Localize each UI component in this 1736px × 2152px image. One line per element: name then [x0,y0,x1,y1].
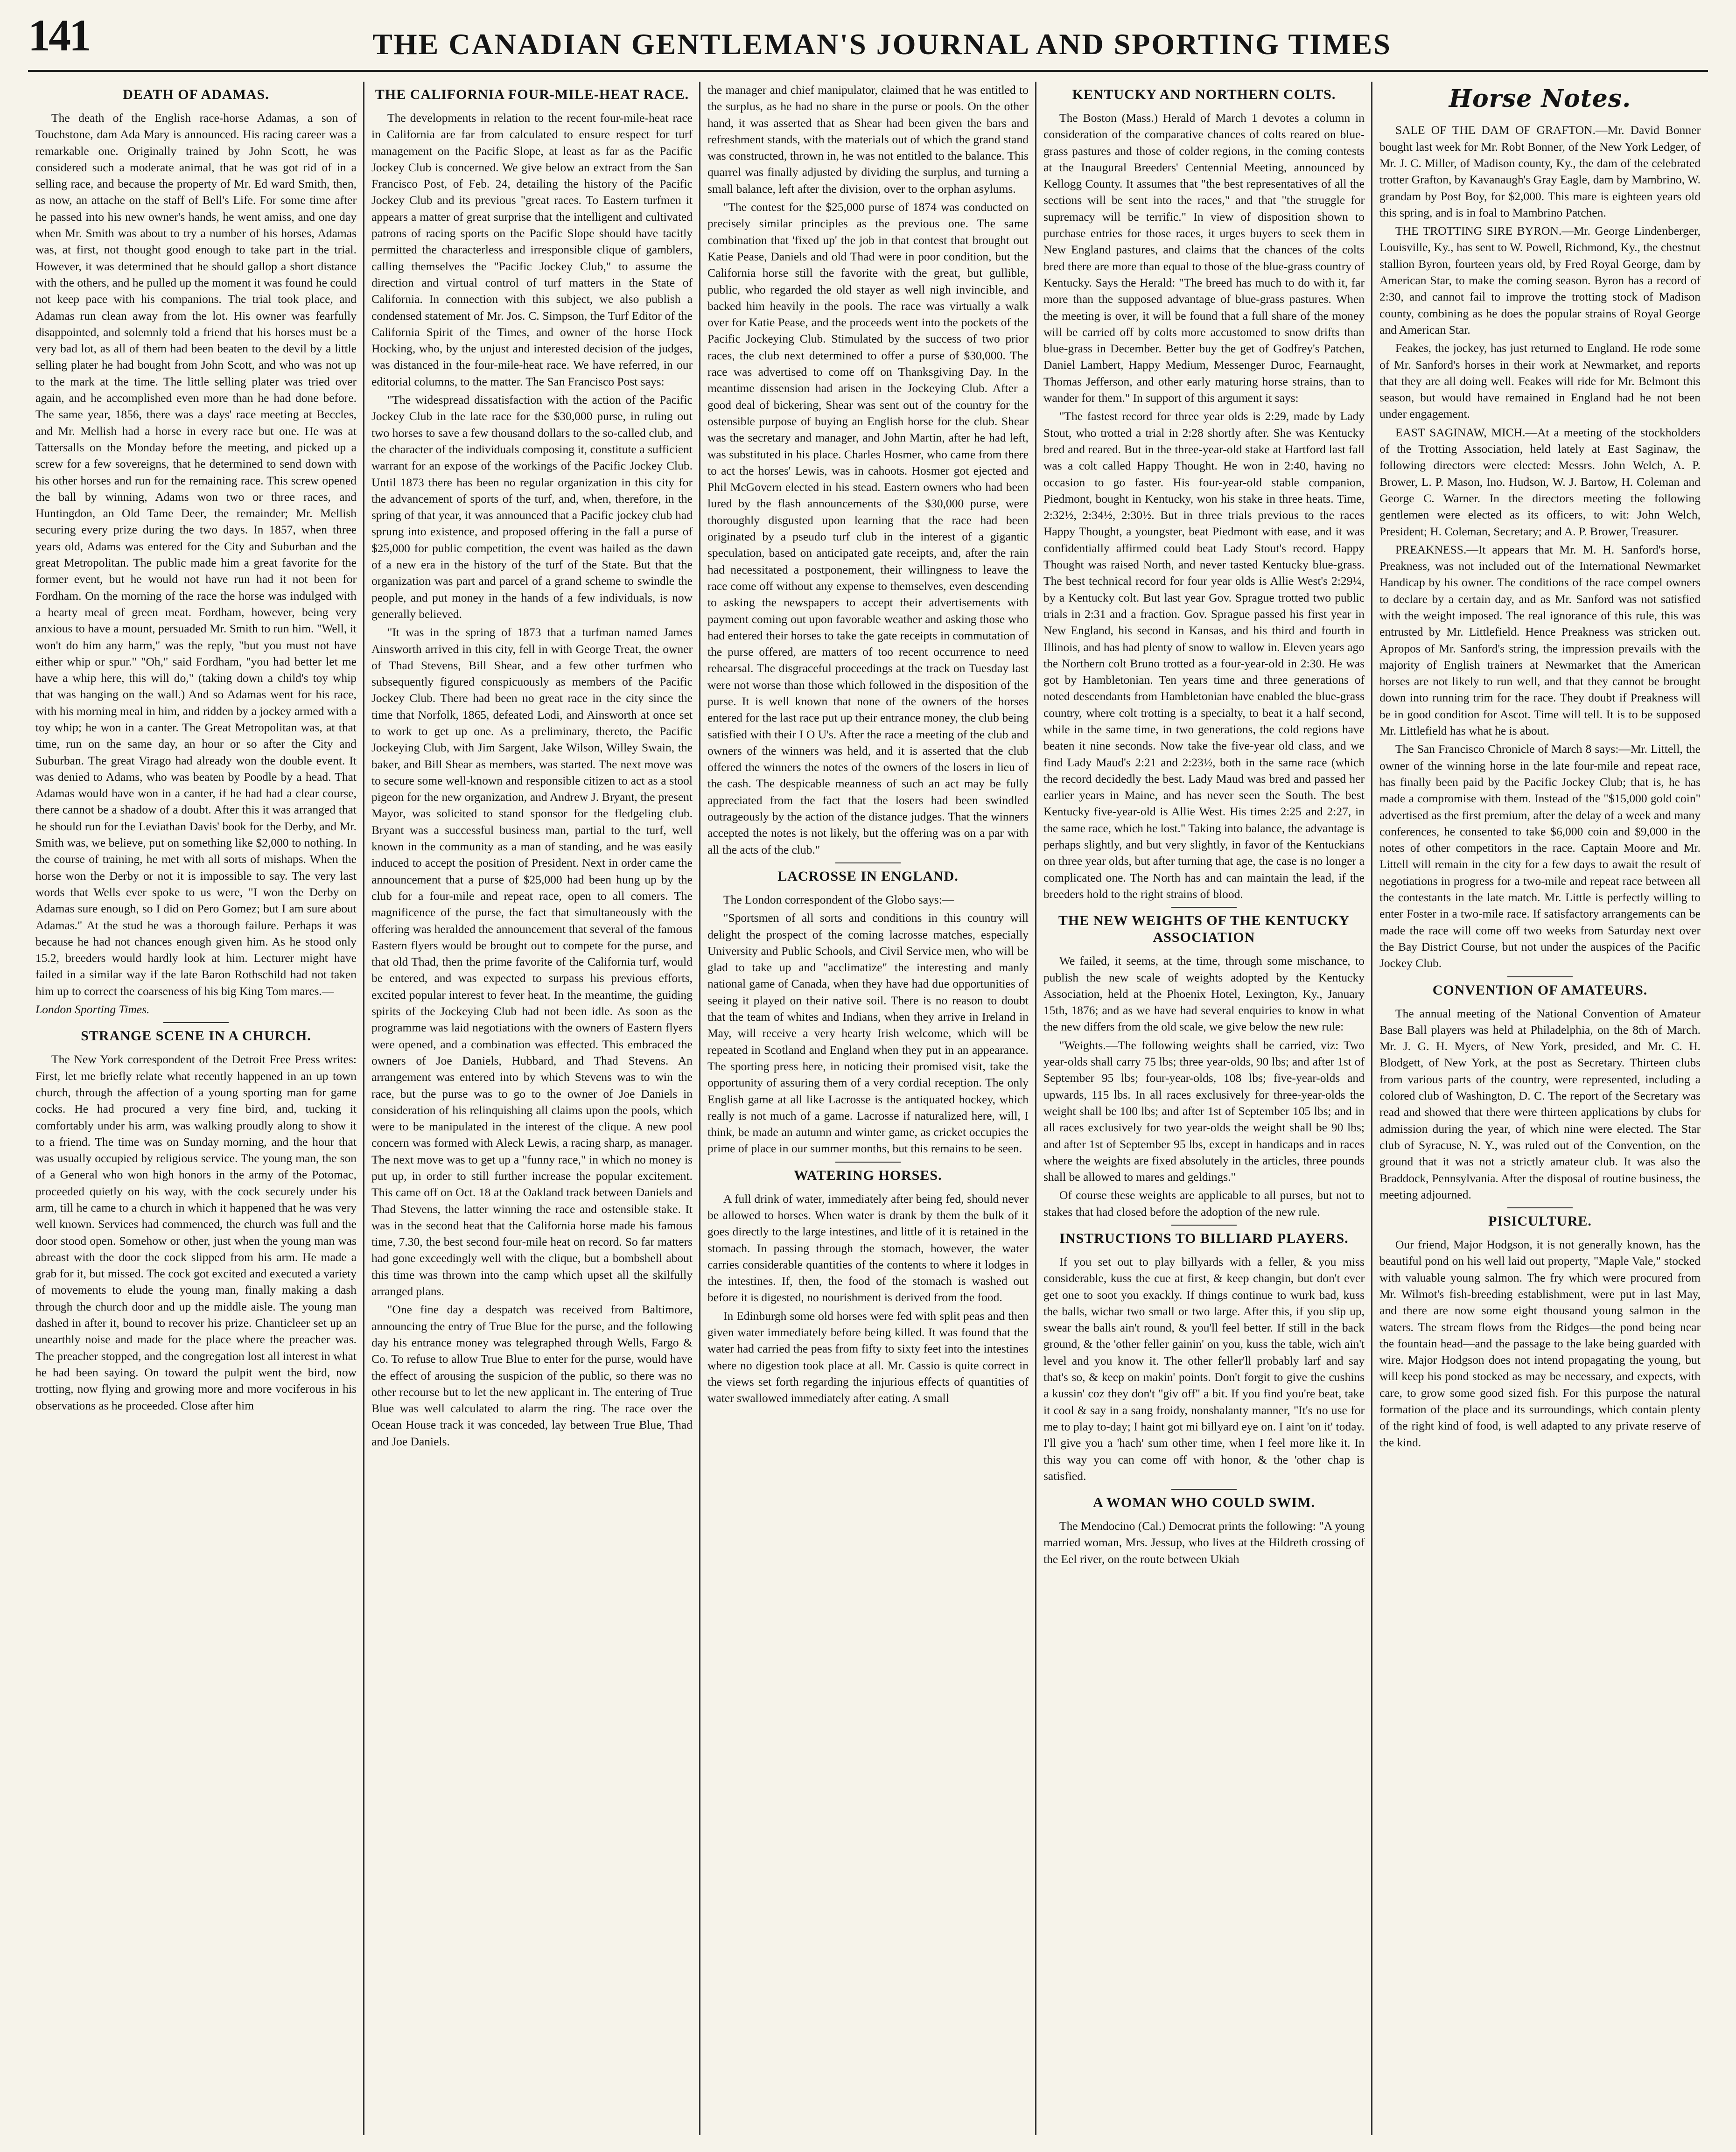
article-paragraph: the manager and chief manipulator, claimed that he was entitled to the surplus, as he had no share in the purse or pools. On the other hand, it was asserted that as Shear had been given the bars and refreshment stands, with the materials out of which the grand stand was constructed, thrown in, he was not entitled to the balance. This quarrel was finally adjusted by dividing the surplus, and turning a small balance, left after the division, over to the orphan asylums. [707,83,1029,196]
article-paragraph: "Weights.—The following weights shall be carried, viz: Two year-olds shall carry 75 lbs; three year-olds, 90 lbs; and after 1st of September 95 lbs; four-year-olds, 108 lbs; five-year-olds and upwards, 115 lbs. In all races exclusively for three-year-olds the weight shall be 100 lbs; and after 1st of September 105 lbs; and in all races exclusively for two year-olds the weight shall be 90 lbs; and after 1st of September 95 lbs, except in handicaps and in races where the weights are fixed absolutely in the articles, three pounds shall be allowed to mares and geldings." [1043,1038,1365,1184]
divider [1171,1225,1237,1226]
article-paragraph: "The fastest record for three year olds is 2:29, made by Lady Stout, who trotted a trial in 2:28 shortly after. She was Kentucky bred and reared. But in the three-year-old stake at Hartford last fall was a colt called Happy Thought. He won in 2:40, having no occasion to go faster. His four-year-old stable companion, Piedmont, bought in Kentucky, won his stake in three heats. Time, 2:32½, 2:34½, 2:30½. But in three trials previous to the races Happy Thought, a youngster, beat Piedmont with ease, and it was confidentially affirmed could beat Lady Stout's record. Happy Thought was raised North, and never tasted Kentucky blue-grass. The best technical record for four year olds is Allie West's 2:29¼, by a Kentucky colt. But last year Gov. Sprague trotted two public trials in 2:31 and a fraction. Gov. Sprague passed his first year in New England, his second in Kansas, and his third and fourth in Illinois, and has had plenty of snow to wallow in. Eleven years ago the Northern colt Bruno trotted as a four-year-old in 2:30. He was got by Hambletonian. Ten years time and three generations of noted descendants from Hambletonian have enabled the blue-grass country, where colt trotting is a specialty, to beat it a half second, while in the same time, in two generations, the cold regions have beaten it nine seconds. Now take the five-year old class, and we find Lady Maud's 2:21 and 2:23½, both in the same race (which the record decidedly the best. Lady Maud was bred and passed her earlier years in Maine, and has never seen the South. The best Kentucky five-year-old is Allie West. His times 2:25 and 2:27, in the same race, which he lost." Taking into balance, the advantage is perhaps slightly, and but very slightly, in favor of the Kentuckians on three year olds, but after turning that age, the case is no longer a complicated one. The North has and can maintain the lead, if the breeders hold to the right strains of blood. [1043,409,1365,901]
article-heading: INSTRUCTIONS TO BILLIARD PLAYERS. [1059,1231,1349,1246]
column-4 [1036,82,1372,2135]
article-heading: Horse Notes. [1449,84,1631,113]
divider [163,1022,229,1023]
article-paragraph: A full drink of water, immediately after being fed, should never be allowed to horses. When water is drank by them the bulk of it goes directly to the large intestines, and little of it is retained in the stomach. In passing through the stomach, however, the water carries considerable quantities of the contents to where it lodges in the intestines. If, then, the food of the stomach is washed out before it is digested, no nourishment is derived from the food. [707,1192,1029,1304]
article-heading: THE CALIFORNIA FOUR-MILE-HEAT RACE. [375,87,689,102]
divider [835,862,901,863]
columns [28,82,1708,2135]
article-paragraph: SALE OF THE DAM OF GRAFTON.—Mr. David Bonner bought last week for Mr. Robt Bonner, of the New York Ledger, of Mr. J. C. Miller, of Madison county, Ky., the dam of the celebrated trotter Grafton, by Kavanaugh's Gray Eagle, dam by Mambrino, W. grandam by Post Boy, for $2,000. This mare is eighteen years old this spring, and is in foal to Mambrino Patchen. [1379,123,1701,219]
article-paragraph: The developments in relation to the recent four-mile-heat race in California are far from calculated to ensure respect for turf management on the Pacific Slope, at least as far as the Pacific Jockey Club is concerned. We give below an extract from the San Francisco Post, of Feb. 24, detailing the history of the Pacific Jockey Club and its previous "great races. To Eastern turfmen it appears a matter of great surprise that the intelligent and cultivated patrons of racing sports on the Pacific Slope should have tacitly permitted the characterless and irresponsible clique of gamblers, calling themselves the "Pacific Jockey Club," to assume the direction and virtual control of turf matters in the State of California. In connection with this subject, we also publish a condensed statement of Mr. Jos. C. Simpson, the Turf Editor of the California Spirit of the Times, and owner of the horse Hock Hocking, who, by the unjust and interested decision of the judges, was distanced in the four-mile-heat race. We have referred, in our editorial columns, to the matter. The San Francisco Post says: [371,111,693,388]
article-paragraph: "It was in the spring of 1873 that a turfman named James Ainsworth arrived in this city, fell in with George Treat, the owner of Thad Stevens, Bill Shear, and a few other turfmen who subsequently figured conspicuously as members of the Pacific Jockey Club. There had been no great race in the city since the time that Norfolk, 1865, defeated Lodi, and Ainsworth at once set to work to get up one. As a preliminary, thereto, the Pacific Jockeying Club, with Jim Sargent, Jake Wilson, Willey Swain, the baker, and Bill Shear as members, was started. The next move was to secure some well-known and responsible citizen to act as a stool pigeon for the new organization, and Andrew J. Bryant, the present Mayor, was solicited to stand sponsor for the fledgeling club. Bryant was a successful business man, partial to the turf, well known in the community as a man of standing, and he was easily induced to accept the position of President. Next in order came the announcement that a purse of $25,000 had been hung up by the club for a four-mile and repeat race, open to all comers. The magnificence of the purse, the fact that simultaneously with the offering was heralded the announcement that several of the famous Eastern flyers would be brought out to compete for the purse, and that old Thad, then the prime favorite of the California turf, would be entered, and was expected to surpass his previous efforts, excited popular interest to fever heat. In the meantime, the guiding spirits of the Jockeying Club had not been idle. As soon as the programme was laid negotiations with the owners of Eastern flyers were opened, and a combination was effected. This embraced the owners of Joe Daniels, Hubbard, and Thad Stevens. An arrangement was entered into by which Stevens was to win the race, but the purse was to go to the owner of Joe Daniels in consideration of his relinquishing all claims upon the pools, which were to be manipulated in the interest of the clique. A new pool concern was formed with Aleck Lewis, a racing sharp, as manager. The next move was to get up a "funny race," in which no money is put up, in order to still further increase the popular excitement. This came off on Oct. 18 at the Oakland track between Daniels and Thad Stevens, the latter winning the race and ostensible stake. It was in the second heat that the California horse made his famous time, 7.30, the best second four-mile heat on record. So far matters had gone exceedingly well with the clique, but a bombshell about this time was thrown into the camp which upset all the skilfully arranged plans. [371,625,693,1298]
article-paragraph: PREAKNESS.—It appears that Mr. M. H. Sanford's horse, Preakness, was not included out of the International Newmarket Handicap by his owner. The conditions of the race compel owners to declare by a certain day, and as Mr. Sanford was not satisfied with the weight imposed. The real ignorance of this rule, this was entrusted by Mr. Littlefield. Hence Preakness was stricken out. Apropos of Mr. Sanford's string, the impression prevails with the majority of English trainers at Newmarket that the American horses are not likely to run well, and that they cannot be brought down into running trim for the race. They doubt if Preakness will be in good condition for Ascot. Time will tell. It is to be supposed Mr. Littlefield has what he is about. [1379,542,1701,738]
article-strange-scene [35,1028,357,1414]
article-paragraph: THE TROTTING SIRE BYRON.—Mr. George Lindenberger, Louisville, Ky., has sent to W. Powell, Richmond, Ky., the chestnut stallion Byron, fourteen years old, by Fred Royal George, dam by American Star, to make the coming season. Byron has a record of 2:30, and cannot fail to improve the trotting stock of Madison county, combining as he does the popular strains of Royal George and American Star. [1379,224,1701,336]
article-paragraph: "The widespread dissatisfaction with the action of the Pacific Jockey Club in the late race for the $30,000 purse, in ruling out two horses to save a few thousand dollars to the so-called club, and the character of the individuals composing it, constitute a sufficient warrant for an expose of the workings of the Pacific Jockey Club. Until 1873 there has been no regular organization in this city for the advancement of sports of the turf, and, when, therefore, in the spring of that year, it was announced that a Pacific jockey club had sprung into existence, and proposed offering in the fall a purse of $25,000 for public competition, the event was hailed as the dawn of a new era in the history of the turf of the State. But that the organization was part and parcel of a grand scheme to swindle the people, and put money in the hands of a few individuals, is now generally believed. [371,393,693,621]
masthead [28,9,1708,72]
article-paragraph: The San Francisco Chronicle of March 8 says:—Mr. Littell, the owner of the winning horse in the late four-mile and repeat race, has finally been paid by the Pacific Jockey Club; that is, he has made a compromise with them. Instead of the "$15,000 gold coin" advertised as the first premium, after the delay of a week and many conferences, he consented to take $6,000 coin and $9,000 in the notes of other competitors in the race. Captain Moore and Mr. Littell will remain in the city for a few days to await the result of negotiations in progress for a two-mile and repeat race between all the contestants in the late match. Mr. Little is perfectly willing to enter Foster in a two-mile race. If satisfactory arrangements can be made the race will come off two weeks from Saturday next over the Bay District Course, but not under the auspices of the Pacific Jockey Club. [1379,742,1701,970]
article-watering-horses [707,1167,1029,1407]
article-paragraph: "Sportsmen of all sorts and conditions in this country will delight the prospect of the coming lacrosse matches, especially University and Public Schools, and Civil Service men, who will be glad to take up and "acclimatize" the interesting and manly national game of Canada, when they have had due opportunities of seeing it played on their native soil. There is no reason to doubt that the team of whites and Indians, when they arrive in Ireland in May, will receive a very hearty Irish welcome, which will be repeated in Scotland and England when they put in an appearance. The sporting press here, in noticing their promised visit, take the opportunity of assuring them of a very cordial reception. The only English game at all like Lacrosse is the antiquated hockey, which really is not much of a game. Lacrosse if naturalized here, will, I think, be made an autumn and winter game, as cricket occupies the prime of place in our summer months, but this remains to be seen. [707,911,1029,1156]
newspaper-title: THE CANADIAN GENTLEMAN'S JOURNAL AND SPORTING TIMES [372,28,1392,61]
article-paragraph: If you set out to play billyards with a feller, & you miss considerable, kuss the cue at first, & keep changin, but don't ever get one to soot you exackly. If things continue to wurk bad, kuss the balls, wichar two small or two large. After this, if you slip up, swear the balls ain't round, & you'll feel better. If still in the back ground, & the 'other feller gainin' on you, kuss the table, wich ain't level and you know it. The other feller'll probably larf and say that's so, & keep on makin' points. Don't forgit to give the cushins a kussin' coz they don't "giv off" a bit. If you find you're beat, take it cool & say in a sang froidy, nonshalanty manner, "It's no use for me to play to-day; I haint got mi billyard eye on. I aint 'on it' today. I'll give you a 'hach' sum other time, when I feel more like it. In this way you can come off with honor, & the 'other chap is satisfied. [1043,1255,1365,1483]
divider [1171,907,1237,908]
page-number: 141 [28,10,90,60]
article-heading: PISICULTURE. [1488,1213,1592,1229]
article-california-continued [707,82,1029,858]
article-billiard [1043,1230,1365,1484]
article-heading: LACROSSE IN ENGLAND. [777,868,959,884]
article-paragraph: In Edinburgh some old horses were fed with split peas and then given water immediately before being killed. It was found that the water had carried the peas from fifty to sixty feet into the intestines where no digestion took place at all. Mr. Cassio is quite correct in the views set forth regarding the injurious effects of quantities of water swallowed immediately after eating. A small [707,1309,1029,1405]
article-kentucky-colts [1043,86,1365,902]
article-heading: THE NEW WEIGHTS OF THE KENTUCKY ASSOCIATION [1058,913,1350,946]
article-paragraph: "The contest for the $25,000 purse of 1874 was conducted on precisely similar principles as the previous one. The same combination that 'fixed up' the job in that contest that brought out Katie Pease, Daniels and old Thad were in poor condition, but the California horse still the favorite with the great, but gullible, public, who regarded the old stayer as well nigh invincible, and backed him heavily in the pools. The race was virtually a walk over for Katie Pease, and the proceeds went into the pockets of the Pacific Jockeying Club. Stimulated by the success of two prior races, the club next determined to offer a purse of $30,000. The race was advertised to come off on Thanksgiving Day. In the meantime dissension had arisen in the Jockeying Club. After a good deal of bickering, Shear was sent out of the country for the ostensible purpose of buying an English horse for the club. Shear was the secretary and manager, and John Martin, after he had left, was substituted in his place. Charles Hosmer, who came from there to act the horses' Lewis, was in cahoots. Hosmer got ejected and Phil McGovern elected in his stead. Eastern owners who had been lured by the flash announcements of the $30,000 purse, were thoroughly disgusted upon learning that the race had been originated by a pseudo turf club in the interest of a gigantic speculation, based on anticipated gate receipts, and, after the rain had necessitated a postponement, their willingness to leave the race come off without any expense to themselves, even descending to asking the newspapers to accept their advertisements with payment coming out upon favorable weather and asking those who had entered their horses to take the gate receipts in commutation of the purse offered, are matters of too recent occurrence to need rehearsal. The disgraceful proceedings at the track on Tuesday last were not worse than those which followed in the disposition of the purse. It is well known that none of the owners of the horses entered for the last race put up their entrance money, the club being satisfied with their I O U's. After the race a meeting of the club and owners of the winners was held, and it is asserted that the club offered the winners the notes of the owners of the losers in lieu of the cash. The despicable meanness of such an act may be fully appreciated from the fact that the losers had been swindled outrageously by the action of the distance judges. That the winners accepted the notes is not likely, but the offering was on a par with all the acts of the club." [707,200,1029,856]
article-heading: STRANGE SCENE IN A CHURCH. [81,1028,311,1044]
article-heading: KENTUCKY AND NORTHERN COLTS. [1072,87,1336,102]
column-2 [364,82,700,2135]
article-paragraph: The London correspondent of the Globo says:— [723,892,954,906]
article-paragraph: The Mendocino (Cal.) Democrat prints the following: "A young married woman, Mrs. Jessup, who lives at the Hildreth crossing of the Eel river, on the route between Ukiah [1043,1519,1365,1566]
divider [1507,976,1573,977]
article-heading: A WOMAN WHO COULD SWIM. [1092,1495,1316,1511]
divider [1507,1207,1573,1208]
article-amateurs [1379,982,1701,1203]
article-horse-notes [1379,84,1701,972]
article-california-race [371,86,693,1450]
column-1 [28,82,364,2135]
article-paragraph: EAST SAGINAW, MICH.—At a meeting of the stockholders of the Trotting Association, held lately at East Saginaw, the following directors were elected: Messrs. John Welch, A. P. Brower, L. P. Mason, Ino. Hudson, W. J. Bartow, H. Coleman and George C. Warner. In the directors meeting the following gentlemen were elected as its officers, to wit: John Welch, President; H. Coleman, Secretary; and A. P. Brower, Treasurer. [1379,425,1701,538]
divider [1171,1489,1237,1490]
article-new-weights [1043,912,1365,1220]
article-heading: CONVENTION OF AMATEURS. [1432,982,1648,998]
article-paragraph: Of course these weights are applicable to all purses, but not to stakes that had closed before the adoption of the new rule. [1043,1188,1365,1219]
article-paragraph: Our friend, Major Hodgson, it is not generally known, has the beautiful pond on his well laid out property, "Maple Vale," stocked with valuable young salmon. The fry which were procured from Mr. Wilmot's fish-breeding establishment, were put in last May, and there are now some eight thousand young salmon in the waters. The stream flows from the Ridges—the pond being near the fountain head—and the passage to the lake being guarded with wire. Major Hodgson does not intend propagating the young, but will keep his pond stocked as may be necessary, and expects, with care, to grow some good sized fish. For this purpose the natural formation of the place and its surroundings, which contain plenty of the right kind of food, is well adapted to any private reserve of the kind. [1379,1238,1701,1449]
article-paragraph: The New York correspondent of the Detroit Free Press writes: First, let me briefly relate what recently happened in an up town church, through the affection of a young sporting man for game cocks. He had procured a very fine bird, and, tucking it comfortably under his arm, was walking proudly along to show it to a friend. The time was on Sunday morning, and the hour that was usually occupied by religious service. The young man, the son of a General who won high honors in the army of the Potomac, proceeded quietly on his way, with the cock securely under his arm, till he came to a church in which it happened that he was very well known. Services had commenced, the church was full and the door stood open. Somehow or other, just when the young man was abreast with the door the cock slipped from his arm. He made a grab for it, but missed. The cock got excited and executed a variety of movements to elude the young man, finally making a dash through the church door and up the middle aisle. The young man dashed in after it, bound to recover his prize. Chanticleer set up an unearthly noise and made for the place where the preacher was. The preacher stopped, and the congregation lost all interest in what he had been saying. On toward the pulpit went the bird, now trotting, now flying and growing more and more vociferous in his observations as he proceeded. Close after him [35,1052,357,1412]
column-3 [700,82,1036,2135]
article-credit: London Sporting Times. [35,1002,150,1016]
divider [835,1162,901,1163]
article-lacrosse [707,868,1029,1157]
column-5 [1372,82,1708,2135]
article-pisiculture [1379,1213,1701,1451]
article-woman-swim [1043,1494,1365,1567]
article-heading: WATERING HORSES. [794,1167,942,1183]
article-paragraph: We failed, it seems, at the time, through some mischance, to publish the new scale of weights adopted by the Kentucky Association, held at the Phoenix Hotel, Lexington, Ky., January 15th, 1876; and as we have had several enquiries to know in what the new differs from the old scale, we give below the new rule: [1043,954,1365,1034]
article-paragraph: The death of the English race-horse Adamas, a son of Touchstone, dam Ada Mary is announced. His racing career was a remarkable one. Originally trained by John Scott, he was considered such a moderate animal, that he was got rid of in a selling race, and because the property of Mr. Ed ward Smith, then, as now, an attache on the staff of Bell's Life. For some time after he passed into his new owner's hands, he went amiss, and one day when Mr. Smith was about to try a number of his horses, Adamas was, at first, not thought good enough to take part in the trial. However, it was determined that he should gallop a short distance with the others, and he pulled up the moment it was found he could not keep pace with his companions. The trial took place, and Adamas run clean away from the lot. His owner was fearfully disappointed, and solemnly told a friend that his horses must be a very bad lot, as all of them had been beaten to the devil by a little selling plater he had bought from John Scott, and who was not up to the mark at the time. The little selling plater was tried over again, and he accomplished even more than he had done before. The same year, 1856, there was a days' race meeting at Beccles, and Mr. Mellish had a horse in every race but one. He was at Tattersalls on the Monday before the meeting, and picked up a screw for a few sovereigns, that he determined to send down with his other horses and run for the remaining race. This screw opened the ball by winning, Adams won two or three races, and Huntingdon, an Old Tame Deer, the remainder; Mr. Mellish securing every prize during the two days. In 1857, when three years old, Adams was entered for the City and Suburban and the great Metropolitan. The public made him a great favorite for the former event, but he would not have run had it not been for Fordham. On the morning of the race the horse was indulged with a hearty meal of green meat. Fordham, however, being very anxious to have a mount, persuaded Mr. Smith to run him. "Well, it won't do him any harm," was the reply, "but you must not have either whip or spur." "Oh," said Fordham, "you had better let me have a whip here, this will do," (taking down a child's toy whip that was hanging on the wall.) And so Adamas went for his race, with his morning meal in him, and ridden by a jockey armed with a toy whip; he won in a canter. The Great Metropolitan was, at that time, run on the same day, an hour or so after the City and Suburban. The great Virago had already won the double event. It was denied to Adams, who was beaten by Poodle by a head. That Adamas would have won in a canter, if he had had a clear course, there cannot be a shadow of a doubt. After this it was arranged that he should run for the Leviathan Davis' book for the Derby, and Mr. Smith was, we believe, put on something like $2,000 to nothing. In the course of training, he met with all sorts of mishaps. When the horse won the Derby or not it is impossible to say. The very last words that Wells ever spoke to us were, "I won the Derby on Adamas sure enough, so I did on Pero Gomez; but I am sure about Adamas." At the stud he was a thorough failure. Perhaps it was because he had not chances enough given him. As he stood only 15.2, breeders would hardly look at him. Lecturer might have failed in a similar way if the late Baron Rothschild had not taken him up to correct the coarseness of his big King Tom mares.— [35,111,357,998]
article-heading: DEATH OF ADAMAS. [123,87,269,102]
article-paragraph: "One fine day a despatch was received from Baltimore, announcing the entry of True Blue for the purse, and the following day his entrance money was telegraphed through Wells, Fargo & Co. To refuse to allow True Blue to enter for the purse, would have the effect of arousing the suspicion of the public, so there was no other recourse but to let the new applicant in. The entering of True Blue was well calculated to alarm the ring. The race over the Ocean House track it was conceded, lay between True Blue, Thad and Joe Daniels. [371,1303,693,1448]
article-death-of-adamas [35,86,357,1017]
article-paragraph: The Boston (Mass.) Herald of March 1 devotes a column in consideration of the comparative chances of colts reared on blue-grass pastures and those of colder regions, in the coming contests at the Inaugural Breeders' Centennial Meeting, announced by Kellogg County. It assumes that "the best representatives of all the sections will be sent into the races," and that "the struggle for supremacy will be terrific." In view of disposition shown to purchase entries for those races, it urges buyers to seek them in New England pastures, and claims that the chances of the colts bred there are more than equal to those of the blue-grass country of Kentucky. Says the Herald: "The breed has much to do with it, far more than the supposed advantage of blue-grass pastures. When the meeting is over, it will be found that a full share of the money will be carried off by colts more accustomed to snow drifts than blue-grass in December. Better buy the get of Godfrey's Patchen, Daniel Lambert, Happy Medium, Messenger Duroc, Fearnaught, Thomas Jefferson, and other early maturing horse strains, than to wander for them." In support of this argument it says: [1043,111,1365,405]
article-paragraph: The annual meeting of the National Convention of Amateur Base Ball players was held at Philadelphia, on the 8th of March. Mr. J. G. H. Myers, of New York, presided, and Mr. C. H. Blodgett, of New York, at the post as Secretary. Thirteen clubs from various parts of the country, were represented, including a colored club of Washington, D. C. The report of the Secretary was read and showed that there were thirteen applications by clubs for admission during the year, of which nine were elected. The Star club of Syracuse, N. Y., was ruled out of the Convention, on the ground that it was not a strictly amateur club. It was also the Braddock, Pennsylvania. After the disposal of routine business, the meeting adjourned. [1379,1006,1701,1201]
article-paragraph: Feakes, the jockey, has just returned to England. He rode some of Mr. Sanford's horses in their work at Newmarket, and reports that they are all doing well. Feakes will ride for Mr. Belmont this season, but would have remained in England had he not been under engagement. [1379,341,1701,421]
